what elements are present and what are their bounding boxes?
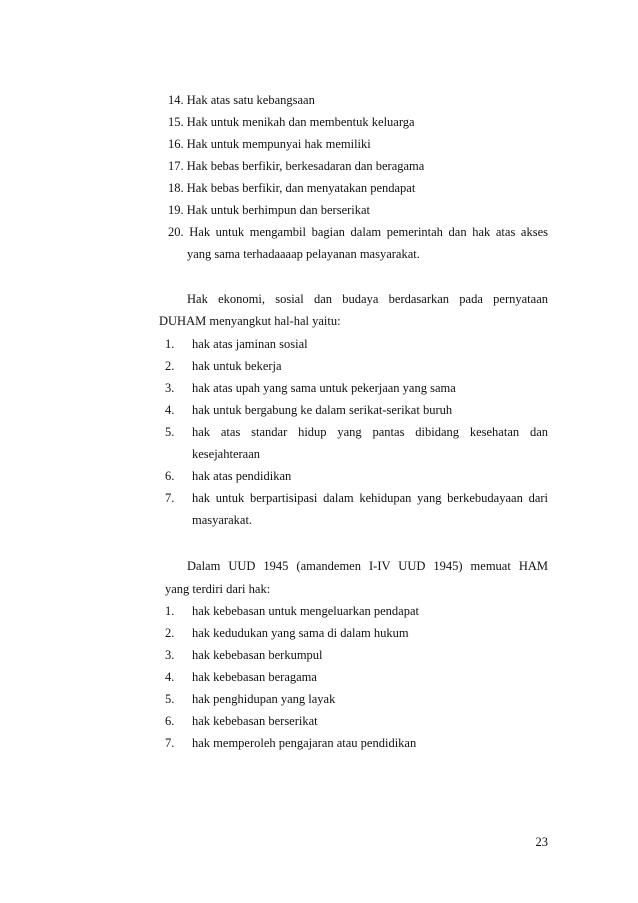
paragraph-line: Dalam UUD 1945 (amandemen I-IV UUD 1945) memuat HAM — [187, 559, 548, 573]
list-item-continuation: yang sama terhadaaaap pelayanan masyarakat. — [187, 247, 420, 261]
list-number: 2. — [165, 359, 175, 373]
list-number: 2. — [165, 626, 175, 640]
list-item: hak kebebasan beragama — [192, 670, 317, 684]
list-number: 4. — [165, 670, 175, 684]
list-item-continuation: kesejahteraan — [192, 447, 261, 461]
list-number: 5. — [165, 692, 175, 706]
list-item: hak atas jaminan sosial — [192, 337, 308, 351]
list-number: 4. — [165, 403, 175, 417]
list-item: hak atas upah yang sama untuk pekerjaan yang sama — [192, 381, 456, 395]
list-item: 16. Hak untuk mempunyai hak memiliki — [168, 137, 371, 151]
list-item: hak atas pendidikan — [192, 469, 292, 483]
paragraph-line: yang terdiri dari hak: — [165, 582, 271, 596]
list-item: 20. Hak untuk mengambil bagian dalam pemerintah dan hak atas akses — [168, 225, 548, 239]
list-item: hak untuk bekerja — [192, 359, 282, 373]
list-item: hak kebebasan untuk mengeluarkan pendapat — [192, 604, 419, 618]
list-number: 3. — [165, 648, 175, 662]
list-number: 6. — [165, 469, 175, 483]
list-item: hak kedudukan yang sama di dalam hukum — [192, 626, 409, 640]
list-number: 5. — [165, 425, 175, 439]
list-item-continuation: masyarakat. — [192, 513, 253, 527]
list-number: 3. — [165, 381, 175, 395]
list-item: 19. Hak untuk berhimpun dan berserikat — [168, 203, 371, 217]
list-item: 15. Hak untuk menikah dan membentuk keluarga — [168, 115, 415, 129]
paragraph-line: DUHAM menyangkut hal-hal yaitu: — [159, 314, 341, 328]
list-item: hak kebebasan berserikat — [192, 714, 318, 728]
list-item: 18. Hak bebas berfikir, dan menyatakan pendapat — [168, 181, 416, 195]
list-item: hak penghidupan yang layak — [192, 692, 336, 706]
list-item: hak memperoleh pengajaran atau pendidikan — [192, 736, 417, 750]
paragraph-line: Hak ekonomi, sosial dan budaya berdasarkan pada pernyataan — [187, 292, 548, 306]
list-item: 14. Hak atas satu kebangsaan — [168, 93, 315, 107]
list-number: 7. — [165, 736, 175, 750]
list-item: hak untuk berpartisipasi dalam kehidupan yang berkebudayaan dari — [192, 491, 548, 505]
list-item: hak atas standar hidup yang pantas dibidang kesehatan dan — [192, 425, 548, 439]
list-item: 17. Hak bebas berfikir, berkesadaran dan beragama — [168, 159, 425, 173]
page-number: 23 — [535, 835, 548, 849]
list-item: hak kebebasan berkumpul — [192, 648, 323, 662]
list-number: 1. — [165, 337, 175, 351]
list-number: 6. — [165, 714, 175, 728]
list-item: hak untuk bergabung ke dalam serikat-serikat buruh — [192, 403, 453, 417]
list-number: 7. — [165, 491, 175, 505]
list-number: 1. — [165, 604, 175, 618]
